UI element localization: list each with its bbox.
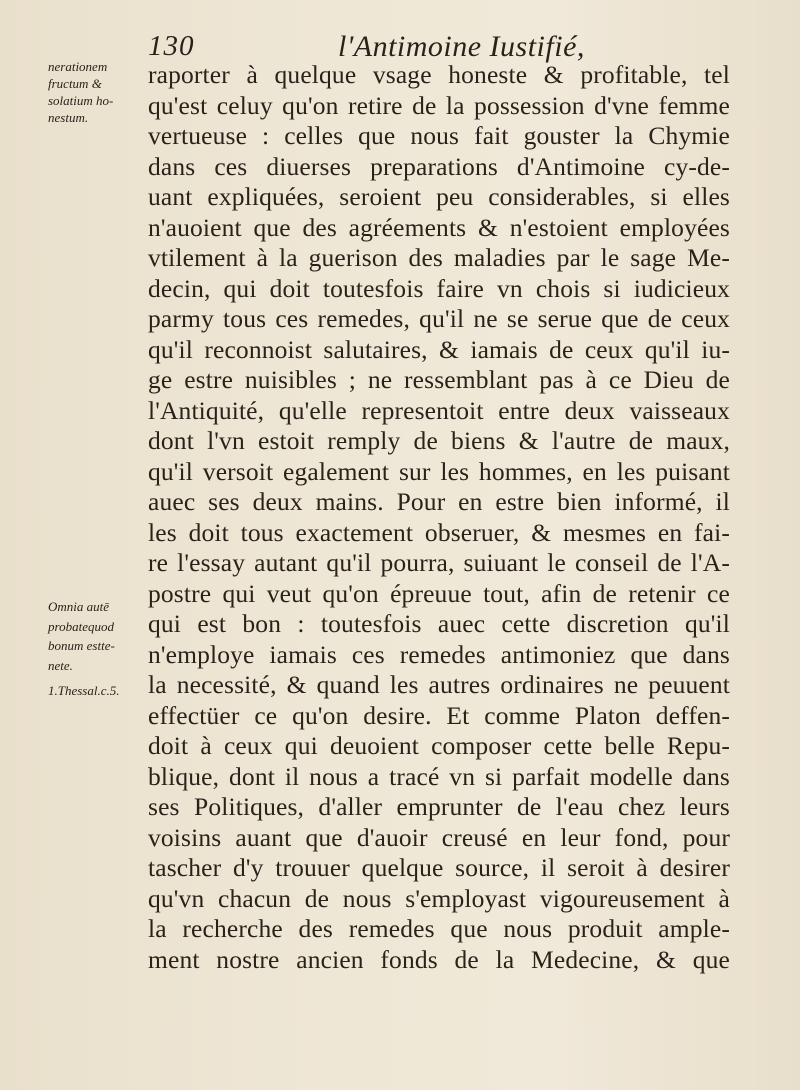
text-line: ge estre nuisibles ; ne ressemblant pas à ce Dieu de	[148, 365, 730, 394]
text-line: dont l'vn estoit remply de biens & l'autre de maux,	[148, 426, 730, 455]
text-line: vtilement à la guerison des maladies par le sage Me-	[148, 243, 730, 272]
margin-note	[48, 597, 148, 675]
text-line: n'employe iamais ces remedes antimoniez que dans	[148, 639, 730, 669]
text-line: re l'essay autant qu'il pourra, suiuant le conseil de l'A-	[148, 548, 730, 577]
text-line: voisins auant que d'auoir creusé en leur fond, pour	[148, 822, 730, 852]
text-line: dans ces diuerses preparations d'Antimoine cy-de-	[148, 151, 730, 181]
text-line: ses Politiques, d'aller emprunter de l'eau chez leurs	[148, 792, 730, 821]
text-line: blique, dont il nous a tracé vn si parfait modelle dans	[148, 761, 730, 791]
text-line: qui est bon : toutesfois auec cette discretion qu'il	[148, 609, 730, 638]
margin-note-line: bonum estte-	[48, 638, 115, 653]
text-line: decin, qui doit toutesfois faire vn chois si iudicieux	[148, 273, 730, 303]
margin-note-line: Omnia autē	[48, 599, 110, 614]
text-line: parmy tous ces remedes, qu'il ne se serue que de ceux	[148, 304, 730, 333]
text-line: uant expliquées, seroient peu considerables, si elles	[148, 182, 730, 211]
margin-note-line: solatium ho-	[48, 93, 114, 108]
margin-note	[48, 58, 148, 126]
text-line: auec ses deux mains. Pour en estre bien informé, il	[148, 487, 730, 516]
text-line: doit à ceux qui deuoient composer cette belle Repu-	[148, 731, 730, 760]
text-line: qu'est celuy qu'on retire de la possession d'vne femme	[148, 90, 730, 120]
text-line: qu'vn chacun de nous s'employast vigoureusement à	[148, 883, 730, 913]
text-line: vertueuse : celles que nous fait gouster la Chymie	[148, 121, 730, 150]
text-line: l'Antiquité, qu'elle representoit entre deux vaisseaux	[148, 395, 730, 425]
body-text	[148, 60, 730, 975]
text-line: la recherche des remedes que nous produit ample-	[148, 914, 730, 943]
text-line: effectüer ce qu'on desire. Et comme Platon deffen-	[148, 700, 730, 730]
text-line: la necessité, & quand les autres ordinaires ne peuuent	[148, 670, 730, 699]
margin-note-line: fructum &	[48, 76, 102, 91]
margin-note-line: nerationem	[48, 59, 108, 74]
text-line: les doit tous exactement obseruer, & mesmes en fai-	[148, 517, 730, 547]
text-line: n'auoient que des agréements & n'estoient employées	[148, 212, 730, 242]
text-line: postre qui veut qu'on épreuue tout, afin de retenir ce	[148, 578, 730, 608]
text-line: raporter à quelque vsage honeste & profitable, tel	[148, 60, 730, 89]
text-line: ment nostre ancien fonds de la Medecine, & que	[148, 944, 730, 974]
page-number: 130	[148, 30, 195, 62]
margin-note-line: nete.	[48, 657, 73, 673]
text-line: qu'il versoit egalement sur les hommes, en les puisant	[148, 456, 730, 486]
text-line: tascher d'y trouuer quelque source, il seroit à desirer	[148, 853, 730, 882]
margin-note-line: nestum.	[48, 110, 89, 125]
margin-note-line: probatequod	[48, 618, 114, 634]
running-title: l'Antimoine Iustifié,	[338, 30, 585, 63]
text-line: qu'il reconnoist salutaires, & iamais de ceux qu'il iu-	[148, 334, 730, 364]
margin-note	[48, 682, 148, 699]
margin-note-line: 1.Thessal.c.5.	[48, 683, 120, 698]
